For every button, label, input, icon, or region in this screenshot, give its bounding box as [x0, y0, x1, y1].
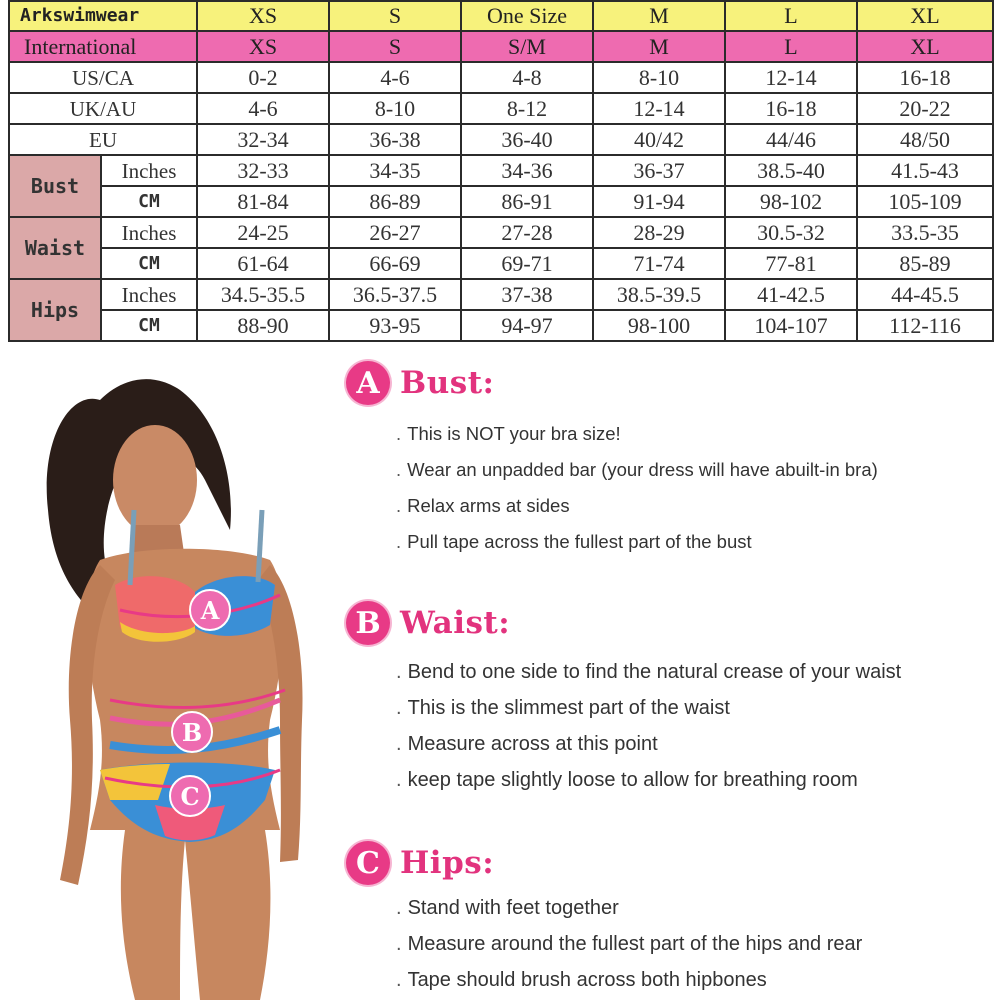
region-label-cell: UK/AU [9, 93, 197, 124]
marker-c [170, 776, 210, 816]
table-cell: 16-18 [725, 93, 857, 124]
table-cell: 69-71 [461, 248, 593, 279]
table-cell: 81-84 [197, 186, 329, 217]
table-cell: 77-81 [725, 248, 857, 279]
bust-title: Bust: [400, 365, 495, 401]
unit-label-cell: CM [101, 310, 197, 341]
svg-text:A: A [200, 596, 220, 625]
instruction-text: Wear an unpadded bar (your dress will have abuilt-in bra) [407, 459, 878, 480]
instruction-item [346, 962, 862, 998]
bullet-dot: . [396, 423, 402, 444]
model-figure [30, 360, 340, 1000]
instruction-item [346, 524, 878, 560]
international-row [9, 31, 993, 62]
table-cell: 33.5-35 [857, 217, 993, 248]
waist-instructions [346, 654, 901, 798]
table-cell: 36.5-37.5 [329, 279, 461, 310]
instruction-text: This is the slimmest part of the waist [407, 697, 730, 719]
bullet-dot: . [396, 697, 402, 719]
legs-shape [121, 830, 271, 1000]
table-cell: 71-74 [593, 248, 725, 279]
international-size-cell: XS [197, 31, 329, 62]
table-cell: 104-107 [725, 310, 857, 341]
table-cell: 16-18 [857, 62, 993, 93]
table-cell: 37-38 [461, 279, 593, 310]
international-size-cell: S/M [461, 31, 593, 62]
table-row [9, 217, 993, 248]
table-cell: 28-29 [593, 217, 725, 248]
table-cell: 4-6 [329, 62, 461, 93]
table-cell: 91-94 [593, 186, 725, 217]
size-header-cell: XS [197, 1, 329, 31]
table-cell: 24-25 [197, 217, 329, 248]
table-cell: 61-64 [197, 248, 329, 279]
hips-section [346, 838, 862, 998]
bust-section [346, 358, 878, 560]
region-label-cell: EU [9, 124, 197, 155]
table-cell: 40/42 [593, 124, 725, 155]
table-cell: 12-14 [593, 93, 725, 124]
bullet-dot: . [396, 769, 402, 791]
table-cell: 8-10 [593, 62, 725, 93]
table-cell: 86-91 [461, 186, 593, 217]
table-cell: 32-33 [197, 155, 329, 186]
table-row [9, 248, 993, 279]
table-cell: 38.5-39.5 [593, 279, 725, 310]
instruction-item [346, 690, 901, 726]
table-header-row [9, 1, 993, 31]
table-cell: 98-100 [593, 310, 725, 341]
table-cell: 32-34 [197, 124, 329, 155]
instruction-text: Tape should brush across both hipbones [407, 969, 767, 991]
international-size-cell: M [593, 31, 725, 62]
hips-badge: C [346, 841, 390, 885]
table-row [9, 186, 993, 217]
international-label-cell: International [9, 31, 197, 62]
waist-heading [346, 598, 901, 648]
instruction-item [346, 416, 878, 452]
table-row [9, 310, 993, 341]
table-row [9, 62, 993, 93]
instruction-item [346, 926, 862, 962]
table-cell: 20-22 [857, 93, 993, 124]
table-cell: 85-89 [857, 248, 993, 279]
international-size-cell: L [725, 31, 857, 62]
table-row [9, 124, 993, 155]
marker-a [190, 590, 230, 630]
size-header-cell: XL [857, 1, 993, 31]
table-cell: 34-35 [329, 155, 461, 186]
table-cell: 66-69 [329, 248, 461, 279]
international-size-cell: S [329, 31, 461, 62]
table-cell: 4-8 [461, 62, 593, 93]
instruction-item [346, 890, 862, 926]
instruction-item [346, 726, 901, 762]
bullet-dot: . [396, 733, 402, 755]
table-cell: 4-6 [197, 93, 329, 124]
instruction-text: Bend to one side to find the natural crease of your waist [407, 661, 902, 683]
bullet-dot: . [396, 531, 402, 552]
international-size-cell: XL [857, 31, 993, 62]
table-cell: 34.5-35.5 [197, 279, 329, 310]
instruction-text: Relax arms at sides [407, 495, 570, 516]
table-cell: 30.5-32 [725, 217, 857, 248]
bust-instructions [346, 416, 878, 560]
measure-group-cell: Waist [9, 217, 101, 279]
unit-label-cell: Inches [101, 217, 197, 248]
table-cell: 44-45.5 [857, 279, 993, 310]
table-cell: 36-40 [461, 124, 593, 155]
table-cell: 98-102 [725, 186, 857, 217]
table-cell: 94-97 [461, 310, 593, 341]
instruction-text: keep tape slightly loose to allow for breathing room [407, 769, 858, 791]
unit-label-cell: CM [101, 186, 197, 217]
table-cell: 12-14 [725, 62, 857, 93]
table-cell: 44/46 [725, 124, 857, 155]
bust-heading [346, 358, 878, 408]
table-cell: 36-38 [329, 124, 461, 155]
instruction-text: Measure across at this point [407, 733, 658, 755]
size-header-cell: S [329, 1, 461, 31]
table-cell: 0-2 [197, 62, 329, 93]
bullet-dot: . [396, 897, 402, 919]
waist-title: Waist: [400, 605, 511, 641]
table-cell: 86-89 [329, 186, 461, 217]
hips-heading [346, 838, 862, 888]
hips-title: Hips: [400, 845, 495, 881]
table-cell: 112-116 [857, 310, 993, 341]
table-cell: 8-12 [461, 93, 593, 124]
size-header-cell: L [725, 1, 857, 31]
table-cell: 34-36 [461, 155, 593, 186]
bullet-dot: . [396, 495, 402, 516]
measure-group-cell: Hips [9, 279, 101, 341]
table-row [9, 93, 993, 124]
table-cell: 93-95 [329, 310, 461, 341]
unit-label-cell: CM [101, 248, 197, 279]
hips-instructions [346, 890, 862, 998]
table-cell: 36-37 [593, 155, 725, 186]
instruction-text: This is NOT your bra size! [407, 423, 621, 444]
bullet-dot: . [396, 969, 402, 991]
waist-section [346, 598, 901, 798]
instruction-item [346, 452, 878, 488]
table-row [9, 155, 993, 186]
instruction-item [346, 488, 878, 524]
table-cell: 41.5-43 [857, 155, 993, 186]
face-shape [113, 425, 197, 535]
bullet-dot: . [396, 661, 402, 683]
table-cell: 105-109 [857, 186, 993, 217]
brand-header-cell: Arkswimwear [9, 1, 197, 31]
svg-text:B: B [181, 718, 203, 747]
instruction-item [346, 654, 901, 690]
measure-group-cell: Bust [9, 155, 101, 217]
instruction-item [346, 762, 901, 798]
size-chart-table [8, 0, 994, 342]
instruction-text: Pull tape across the fullest part of the bust [407, 531, 752, 552]
table-cell: 48/50 [857, 124, 993, 155]
unit-label-cell: Inches [101, 155, 197, 186]
size-header-cell: M [593, 1, 725, 31]
size-header-cell: One Size [461, 1, 593, 31]
table-cell: 38.5-40 [725, 155, 857, 186]
table-cell: 27-28 [461, 217, 593, 248]
table-cell: 26-27 [329, 217, 461, 248]
waist-badge: B [346, 601, 390, 645]
bust-badge: A [346, 361, 390, 405]
table-cell: 88-90 [197, 310, 329, 341]
bullet-dot: . [396, 459, 402, 480]
unit-label-cell: Inches [101, 279, 197, 310]
table-cell: 41-42.5 [725, 279, 857, 310]
marker-b [172, 712, 212, 752]
table-row [9, 279, 993, 310]
table-cell: 8-10 [329, 93, 461, 124]
region-label-cell: US/CA [9, 62, 197, 93]
svg-text:C: C [180, 782, 200, 811]
bullet-dot: . [396, 933, 402, 955]
instruction-text: Stand with feet together [407, 897, 619, 919]
instruction-text: Measure around the fullest part of the hips and rear [407, 933, 863, 955]
